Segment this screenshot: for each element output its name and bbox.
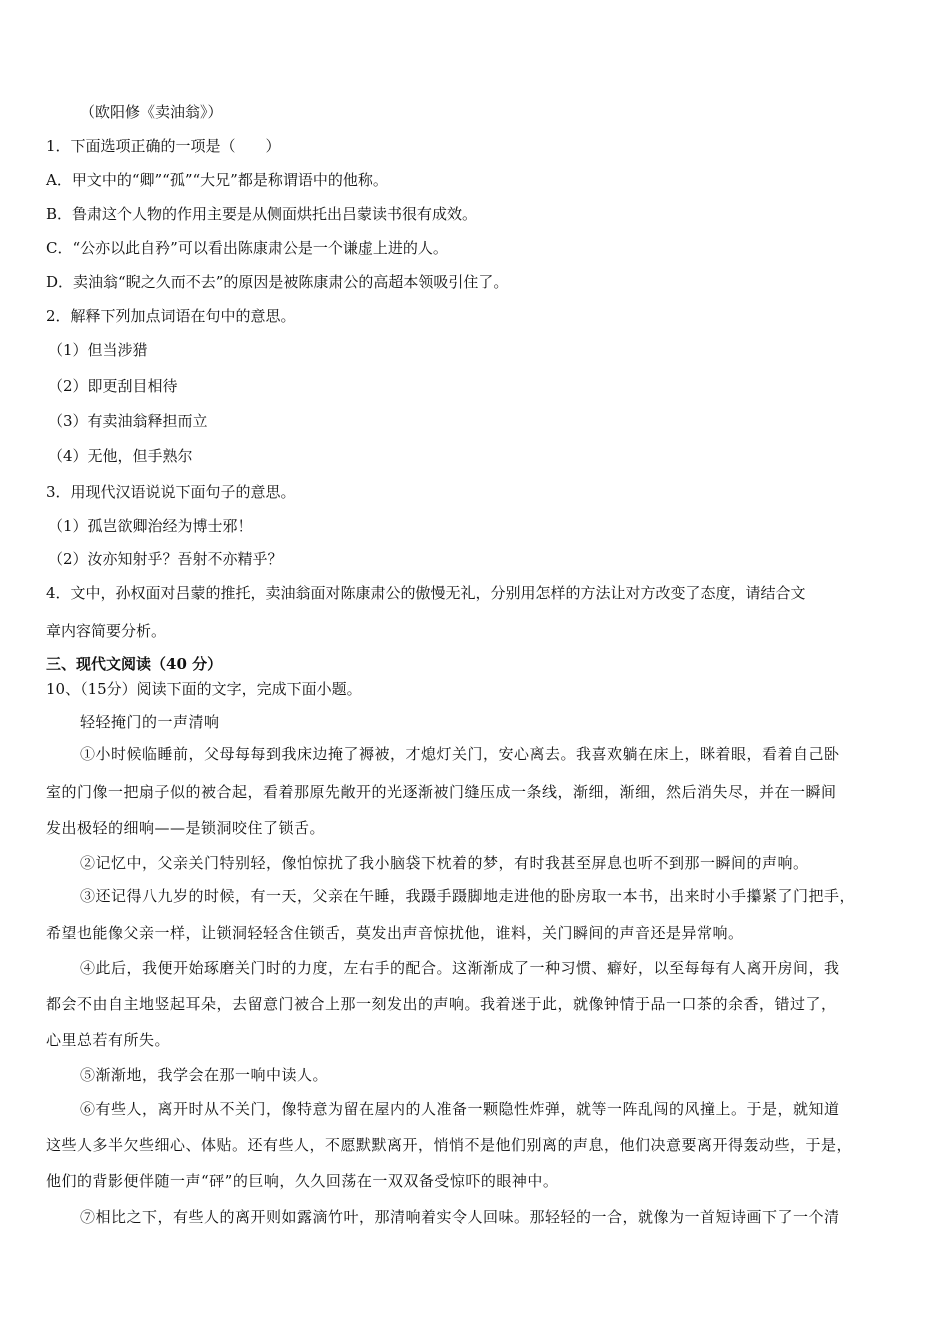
para-1-line-2: 室的门像一把扇子似的被合起，看着那原先敞开的光逐渐被门缝压成一条线，渐细，渐细，然后消失尽，并在一瞬间 — [46, 783, 837, 801]
q3-item-2: （2）汝亦知射乎？吾射不亦精乎？ — [48, 550, 283, 568]
question-2-stem: 2．解释下列加点词语在句中的意思。 — [46, 307, 296, 325]
para-6-line-2: 这些人多半欠些细心、体贴。还有些人，不愿默默离开，悄悄不是他们别离的声息，他们决意要离开得轰动些，于是， — [46, 1136, 853, 1154]
para-4-line-3: 心里总若有所失。 — [46, 1031, 171, 1049]
q2-item-2: （2）即更刮目相待 — [48, 377, 178, 395]
para-1-line-1: ①小时候临睡前，父母每每到我床边掩了褥被，才熄灯关门，安心离去。我喜欢躺在床上，眯着眼，看着自己卧 — [80, 745, 840, 763]
para-5-line-1: ⑤渐渐地，我学会在那一响中读人。 — [80, 1066, 329, 1084]
q1-option-b: B．鲁肃这个人物的作用主要是从侧面烘托出吕蒙读书很有成效。 — [46, 205, 478, 223]
q1-option-d: D．卖油翁“睨之久而不去”的原因是被陈康肃公的高超本领吸引住了。 — [46, 273, 509, 291]
essay-title: 轻轻掩门的一声清响 — [80, 713, 220, 731]
para-7-line-1: ⑦相比之下，有些人的离开则如露滴竹叶，那清响着实令人回味。那轻轻的一合，就像为一首短诗画下了一个清 — [80, 1208, 840, 1226]
para-1-line-3: 发出极轻的细响——是锁洞咬住了锁舌。 — [46, 819, 326, 837]
q2-item-1: （1）但当涉猎 — [48, 341, 148, 359]
para-4-line-1: ④此后，我便开始琢磨关门时的力度，左右手的配合。这渐渐成了一种习惯、癖好，以至每每有人离开房间，我 — [80, 959, 840, 977]
question-3-stem: 3．用现代汉语说说下面句子的意思。 — [46, 483, 296, 501]
q1-option-c: C．“公亦以此自矜”可以看出陈康肃公是一个谦虚上进的人。 — [46, 239, 448, 257]
q2-item-4: （4）无他，但手熟尔 — [48, 447, 193, 465]
source-line: （欧阳修《卖油翁》） — [80, 103, 223, 121]
para-4-line-2: 都会不由自主地竖起耳朵，去留意门被合上那一刻发出的声响。我着迷于此，就像钟情于品一口茶的余香，错过了， — [46, 995, 837, 1013]
para-6-line-1: ⑥有些人，离开时从不关门，像特意为留在屋内的人准备一颗隐性炸弹，就等一阵乱闯的风撞上。于是，就知道 — [80, 1100, 840, 1118]
question-4-line-2: 章内容简要分析。 — [46, 622, 167, 640]
para-3-line-2: 希望也能像父亲一样，让锁洞轻轻含住锁舌，莫发出声音惊扰他，谁料，关门瞬间的声音还是异常响。 — [46, 924, 744, 942]
q1-option-a: A．甲文中的“卿”“孤”“大兄”都是称谓语中的他称。 — [46, 171, 388, 189]
question-4-line-1: 4．文中，孙权面对吕蒙的推托，卖油翁面对陈康肃公的傲慢无礼，分别用怎样的方法让对方改变了态度，请结合文 — [46, 584, 806, 602]
para-2-line-1: ②记忆中，父亲关门特别轻，像怕惊扰了我小脑袋下枕着的梦，有时我甚至屏息也听不到那一瞬间的声响。 — [80, 854, 809, 872]
para-6-line-3: 他们的背影便伴随一声“砰”的巨响，久久回荡在一双双备受惊吓的眼神中。 — [46, 1172, 559, 1190]
para-3-line-1: ③还记得八九岁的时候，有一天，父亲在午睡，我蹑手蹑脚地走进他的卧房取一本书，出来时小手攥紧了门把手， — [80, 887, 856, 905]
question-1-stem: 1．下面选项正确的一项是（ ） — [46, 137, 281, 155]
question-10-intro: 10、（15分）阅读下面的文字，完成下面小题。 — [46, 680, 362, 698]
section-3-heading: 三、现代文阅读（40 分） — [46, 655, 223, 673]
q3-item-1: （1）孤岂欲卿治经为博士邪！ — [48, 517, 253, 535]
q2-item-3: （3）有卖油翁释担而立 — [48, 412, 208, 430]
